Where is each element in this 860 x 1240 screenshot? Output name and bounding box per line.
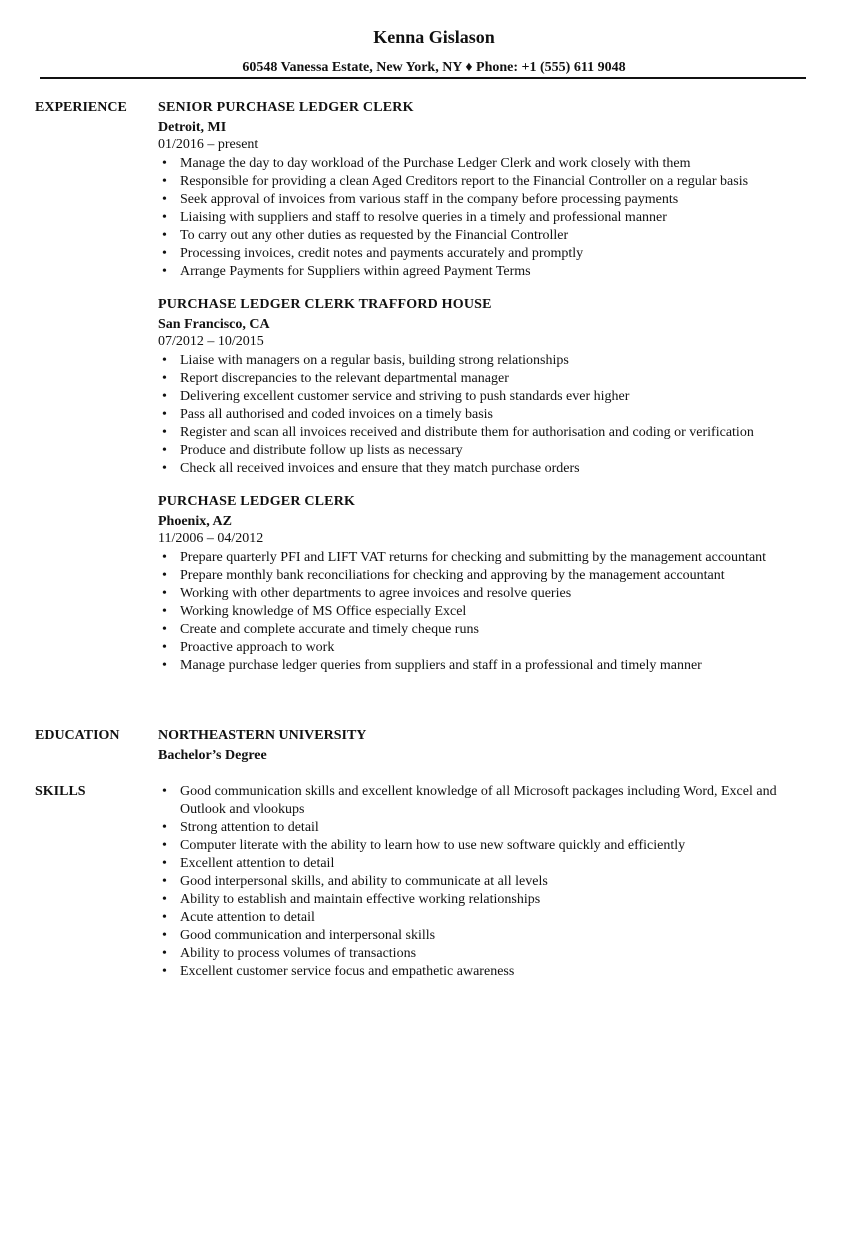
skill-item: • Strong attention to detail bbox=[158, 819, 818, 837]
duty-item: • Arrange Payments for Suppliers within agreed Payment Terms bbox=[158, 263, 818, 281]
duty-item: • Seek approval of invoices from various staff in the company before processing payments bbox=[158, 191, 818, 209]
duty-item: • Produce and distribute follow up lists as necessary bbox=[158, 442, 818, 460]
duty-item: • Proactive approach to work bbox=[158, 639, 818, 657]
job-dates: 01/2016 – present bbox=[158, 137, 259, 152]
degree: Bachelor’s Degree bbox=[158, 748, 267, 763]
job-location: San Francisco, CA bbox=[158, 317, 270, 332]
duty-item: • Prepare quarterly PFI and LIFT VAT returns for checking and submitting by the management accountant bbox=[158, 549, 818, 567]
job-title: PURCHASE LEDGER CLERK TRAFFORD HOUSE bbox=[158, 297, 492, 312]
duty-item: • Pass all authorised and coded invoices on a timely basis bbox=[158, 406, 818, 424]
job-title: SENIOR PURCHASE LEDGER CLERK bbox=[158, 100, 414, 115]
skill-item: • Good interpersonal skills, and ability to communicate at all levels bbox=[158, 873, 818, 891]
duty-item: • Liaise with managers on a regular basis, building strong relationships bbox=[158, 352, 818, 370]
school-name: NORTHEASTERN UNIVERSITY bbox=[158, 728, 367, 743]
job-dates: 07/2012 – 10/2015 bbox=[158, 334, 264, 349]
skill-item: • Ability to establish and maintain effective working relationships bbox=[158, 891, 818, 909]
job-title: PURCHASE LEDGER CLERK bbox=[158, 494, 356, 509]
skill-item: • Acute attention to detail bbox=[158, 909, 818, 927]
duty-item: • Create and complete accurate and timely cheque runs bbox=[158, 621, 818, 639]
duty-item: • Manage purchase ledger queries from suppliers and staff in a professional and timely manner bbox=[158, 657, 818, 675]
duty-item: • Working with other departments to agree invoices and resolve queries bbox=[158, 585, 818, 603]
duty-item: • Working knowledge of MS Office especially Excel bbox=[158, 603, 818, 621]
education-entry bbox=[158, 727, 818, 765]
skill-item: • Computer literate with the ability to learn how to use new software quickly and efficiently bbox=[158, 837, 818, 855]
header-divider bbox=[40, 77, 806, 79]
contact-line: 60548 Vanessa Estate, New York, NY ♦ Phone: +1 (555) 611 9048 bbox=[242, 60, 626, 75]
job-location: Phoenix, AZ bbox=[158, 514, 232, 529]
job-entry bbox=[158, 99, 818, 281]
skill-item: • Excellent customer service focus and empathetic awareness bbox=[158, 963, 818, 981]
duty-item: • Check all received invoices and ensure that they match purchase orders bbox=[158, 460, 818, 478]
job-entry bbox=[158, 493, 818, 675]
job-duties bbox=[158, 352, 818, 478]
duty-item: • Liaising with suppliers and staff to resolve queries in a timely and professional manner bbox=[158, 209, 818, 227]
duty-item: • Prepare monthly bank reconciliations for checking and approving by the management accountant bbox=[158, 567, 818, 585]
duty-item: • Processing invoices, credit notes and payments accurately and promptly bbox=[158, 245, 818, 263]
education-heading: EDUCATION bbox=[35, 728, 120, 743]
duty-item: • Report discrepancies to the relevant departmental manager bbox=[158, 370, 818, 388]
skill-item: • Ability to process volumes of transactions bbox=[158, 945, 818, 963]
skill-item: • Good communication and interpersonal skills bbox=[158, 927, 818, 945]
skill-item: • Good communication skills and excellent knowledge of all Microsoft packages including Word, Excel and Outlook and vlookups bbox=[158, 783, 818, 819]
job-dates: 11/2006 – 04/2012 bbox=[158, 531, 264, 546]
experience-heading: EXPERIENCE bbox=[35, 100, 127, 115]
skills-heading: SKILLS bbox=[35, 784, 86, 799]
skill-item: • Excellent attention to detail bbox=[158, 855, 818, 873]
job-location: Detroit, MI bbox=[158, 120, 227, 135]
job-duties bbox=[158, 155, 818, 281]
experience-list bbox=[158, 99, 818, 690]
duty-item: • Register and scan all invoices received and distribute them for authorisation and coding or verification bbox=[158, 424, 818, 442]
skills-list bbox=[158, 783, 818, 981]
duty-item: • Delivering excellent customer service and striving to push standards ever higher bbox=[158, 388, 818, 406]
candidate-name: Kenna Gislason bbox=[373, 27, 495, 47]
duty-item: • Manage the day to day workload of the Purchase Ledger Clerk and work closely with them bbox=[158, 155, 818, 173]
job-entry bbox=[158, 296, 818, 478]
job-duties bbox=[158, 549, 818, 675]
duty-item: • Responsible for providing a clean Aged Creditors report to the Financial Controller on a regular basis bbox=[158, 173, 818, 191]
duty-item: • To carry out any other duties as requested by the Financial Controller bbox=[158, 227, 818, 245]
skills-bullets bbox=[158, 783, 818, 981]
